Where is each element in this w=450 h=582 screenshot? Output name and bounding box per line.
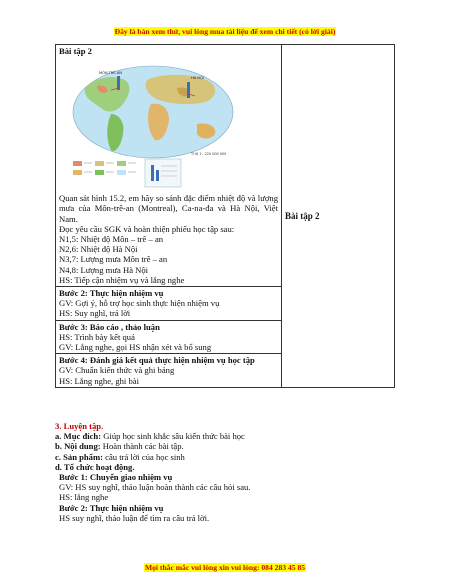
- worksheet-line: HS: Tiếp cận nhiệm vụ và lắng nghe: [59, 274, 185, 285]
- practice-section: [55, 421, 395, 523]
- product-label: c. Sản phẩm:: [55, 451, 103, 462]
- worksheet-line: N1,5: Nhiệt độ Môn – trê – an: [59, 234, 164, 245]
- purpose-text: Giúp học sinh khắc sâu kiến thức bài học: [101, 431, 245, 442]
- contact-banner-text: Mọi thắc mắc vui lòng xin vui lòng: 084 283 45 85: [144, 563, 306, 572]
- step3-title: Bước 3: Báo cáo , thảo luận: [59, 321, 160, 332]
- worksheet-line: N3,7: Lượng mưa Môn trê – an: [59, 254, 168, 265]
- product-text: câu trả lời của học sinh: [103, 451, 185, 462]
- table-row: [56, 45, 395, 287]
- step4-line: GV: Chuẩn kiến thức và ghi bảng: [59, 365, 175, 376]
- hanoi-label: HÀ NỘI: [191, 76, 204, 81]
- practice-heading: 3. Luyện tập.: [55, 421, 104, 431]
- content-label: b. Nội dung:: [55, 441, 101, 452]
- world-map-figure: [67, 58, 247, 190]
- worksheet-line: N4,8: Lượng mưa Hà Nội: [59, 264, 149, 275]
- montreal-label: MÔN-TRÊ-AN: [99, 71, 122, 76]
- content-line: [55, 441, 395, 451]
- worksheet-line: Đọc yêu cầu SGK và hoàn thiện phiếu học tập sau:: [59, 223, 235, 234]
- preview-banner: [0, 27, 450, 36]
- exercise-right-label: Bài tập 2: [285, 210, 320, 221]
- content-text: Hoàn thành các bài tập.: [100, 441, 184, 452]
- exercise-title: Bài tập 2: [59, 46, 92, 56]
- step4-line: HS: Lắng nghe, ghi bài: [59, 375, 139, 386]
- world-climate-map: [67, 58, 247, 190]
- step2b-title: Bước 2: Thực hiện nhiệm vụ: [59, 502, 164, 513]
- lesson-table: [55, 44, 395, 388]
- product-line: [55, 452, 395, 462]
- purpose-line: [55, 431, 395, 441]
- step2-line: HS: Suy nghĩ, trả lời: [59, 308, 131, 319]
- step2-line: GV: Gợi ý, hỗ trợ học sinh thực hiện nhiệm vụ: [59, 298, 220, 309]
- step3-line: HS: Trình bày kết quả: [59, 331, 135, 342]
- step3-cell: [56, 320, 282, 354]
- map-scale-label: Tỉ lệ 1 : 220 000 000: [191, 152, 227, 157]
- step1-line: HS: lắng nghe: [59, 492, 109, 503]
- contact-banner: [0, 563, 450, 572]
- step3-line: GV: Lắng nghe, gọi HS nhận xét và bổ sung: [59, 342, 212, 353]
- step2b-line: HS suy nghĩ, thảo luận để tìm ra câu trả lời.: [59, 512, 210, 523]
- step4-title: Bước 4: Đánh giá kết quả thực hiện nhiệm vụ học tập: [59, 355, 255, 366]
- organize-label: d. Tổ chức hoạt động.: [55, 461, 135, 472]
- step4-cell: [56, 354, 282, 388]
- step2-cell: [56, 287, 282, 321]
- purpose-label: a. Mục đích:: [55, 431, 102, 442]
- step2-title: Bước 2: Thực hiện nhiệm vụ: [59, 288, 164, 299]
- exercise-right-cell: [282, 45, 395, 388]
- preview-banner-text: Đây là bản xem thử, vui lòng mua tài liệu để xem chi tiết (có lời giải): [114, 27, 336, 36]
- worksheet-line: N2,6: Nhiệt độ Hà Nội: [59, 244, 138, 255]
- exercise-cell: [56, 45, 282, 287]
- step1-line: GV: HS suy nghĩ, thảo luận hoàn thành các câu hỏi sau.: [59, 482, 251, 493]
- step1-title: Bước 1: Chuyển giao nhiệm vụ: [59, 472, 173, 483]
- exercise-paragraph: Quan sát hình 15.2, em hãy so sánh đặc điểm nhiệt độ và lượng mưa của Môn-trê-an (Montreal), Ca-na-đa và Hà Nội, Việt Nam.: [59, 193, 278, 224]
